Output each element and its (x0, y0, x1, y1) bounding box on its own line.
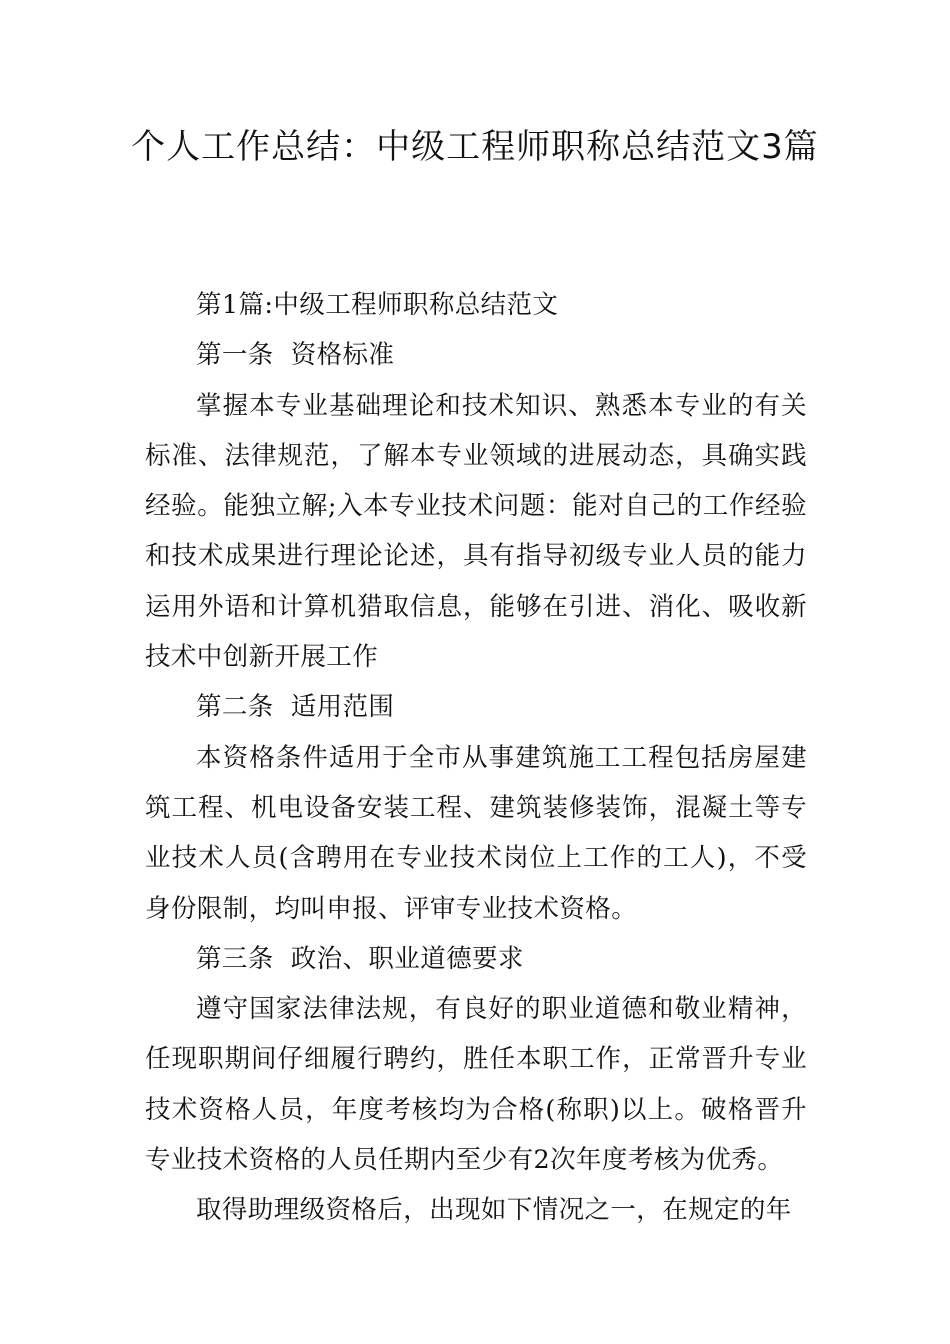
article-3-heading: 第三条 政治、职业道德要求 (196, 943, 524, 974)
article-2-heading: 第二条 适用范围 (196, 692, 395, 723)
document-body (145, 280, 807, 1236)
section-heading: 第1篇:中级工程师职称总结范文 (196, 290, 559, 320)
document-title: 个人工作总结：中级工程师职称总结范文3篇 (131, 127, 819, 167)
article-3-paragraph-1: 遵守国家法律法规，有良好的职业道德和敬业精神，任现职期间仔细履行聘约，胜任本职工作，正常晋升专业技术资格人员，年度考核均为合格(称职)以上。破格晋升专业技术资格的人员任期内至少有2次年度考核为优秀。 (145, 994, 807, 1176)
article-1-paragraph: 掌握本专业基础理论和技术知识、熟悉本专业的有关标准、法律规范，了解本专业领域的进展动态，具确实践经验。能独立解;入本专业技术问题：能对自己的工作经验和技术成果进行理论论述，具有指导初级专业人员的能力运用外语和计算机猎取信息，能够在引进、消化、吸收新技术中创新开展工作 (145, 390, 807, 673)
article-3-paragraph-2: 取得助理级资格后，出现如下情况之一，在规定的年 (196, 1195, 792, 1226)
article-2-paragraph: 本资格条件适用于全市从事建筑施工工程包括房屋建筑工程、机电设备安装工程、建筑装修装饰，混凝土等专业技术人员(含聘用在专业技术岗位上工作的工人)，不受身份限制，均叫申报、评审专业技术资格。 (145, 742, 807, 924)
article-1-heading: 第一条 资格标准 (196, 340, 395, 371)
